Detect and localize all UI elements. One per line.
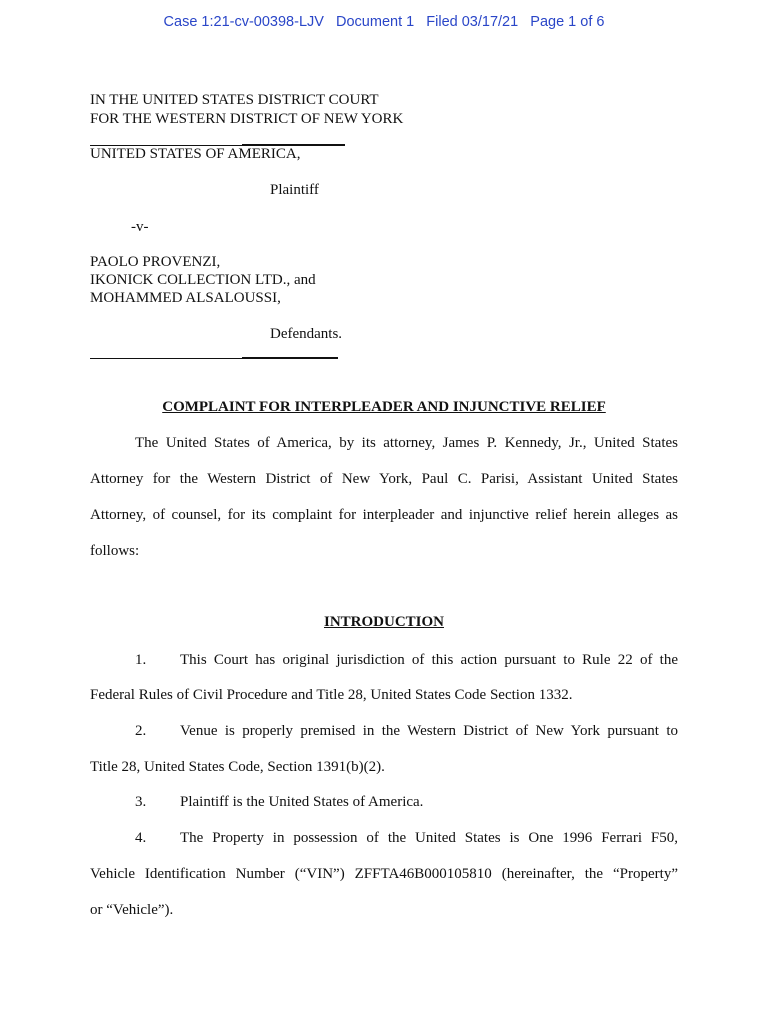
case-header-stamp: Case 1:21-cv-00398-LJV Document 1 Filed 03/17/21 Page 1 of 6 <box>163 14 605 30</box>
defendant-1: PAOLO PROVENZI, <box>90 254 221 270</box>
caption-bottom-rule-accent <box>242 357 338 359</box>
court-name-line1: IN THE UNITED STATES DISTRICT COURT <box>90 92 379 108</box>
document-title: COMPLAINT FOR INTERPLEADER AND INJUNCTIVE RELIEF <box>162 399 606 415</box>
defendant-2: IKONICK COLLECTION LTD., and <box>90 272 316 288</box>
paragraph-2-number: 2. <box>135 723 147 739</box>
paragraph-4-number: 4. <box>135 830 147 846</box>
intro-line-4: follows: <box>90 543 140 559</box>
paragraph-4-line-3: or “Vehicle”). <box>90 902 174 918</box>
paragraph-3-number: 3. <box>135 794 147 810</box>
defendants-label: Defendants. <box>270 326 343 342</box>
intro-line-2: Attorney for the Western District of New York, Paul C. Parisi, Assistant United States <box>90 471 678 487</box>
defendant-3: MOHAMMED ALSALOUSSI, <box>90 290 281 306</box>
paragraph-4-line-1: The Property in possession of the United States is One 1996 Ferrari F50, <box>180 830 678 846</box>
paragraph-2-line-2: Title 28, United States Code, Section 1391(b)(2). <box>90 759 385 775</box>
paragraph-3-line-1: Plaintiff is the United States of America. <box>180 794 424 810</box>
paragraph-2-line-1: Venue is properly premised in the Western District of New York pursuant to <box>180 723 678 739</box>
versus-label: -v- <box>131 219 149 235</box>
plaintiff-name: UNITED STATES OF AMERICA, <box>90 146 301 162</box>
paragraph-1-number: 1. <box>135 652 147 668</box>
section-heading-introduction: INTRODUCTION <box>323 614 444 630</box>
intro-line-1: The United States of America, by its attorney, James P. Kennedy, Jr., United States <box>135 435 678 451</box>
court-name-line2: FOR THE WESTERN DISTRICT OF NEW YORK <box>90 111 404 127</box>
paragraph-4-line-2: Vehicle Identification Number (“VIN”) ZFFTA46B000105810 (hereinafter, the “Property” <box>90 866 678 882</box>
paragraph-1-line-2: Federal Rules of Civil Procedure and Title 28, United States Code Section 1332. <box>90 687 573 703</box>
plaintiff-label: Plaintiff <box>270 182 319 198</box>
paragraph-1-line-1: This Court has original jurisdiction of this action pursuant to Rule 22 of the <box>180 652 678 668</box>
intro-line-3: Attorney, of counsel, for its complaint for interpleader and injunctive relief herein alleges as <box>90 507 678 523</box>
